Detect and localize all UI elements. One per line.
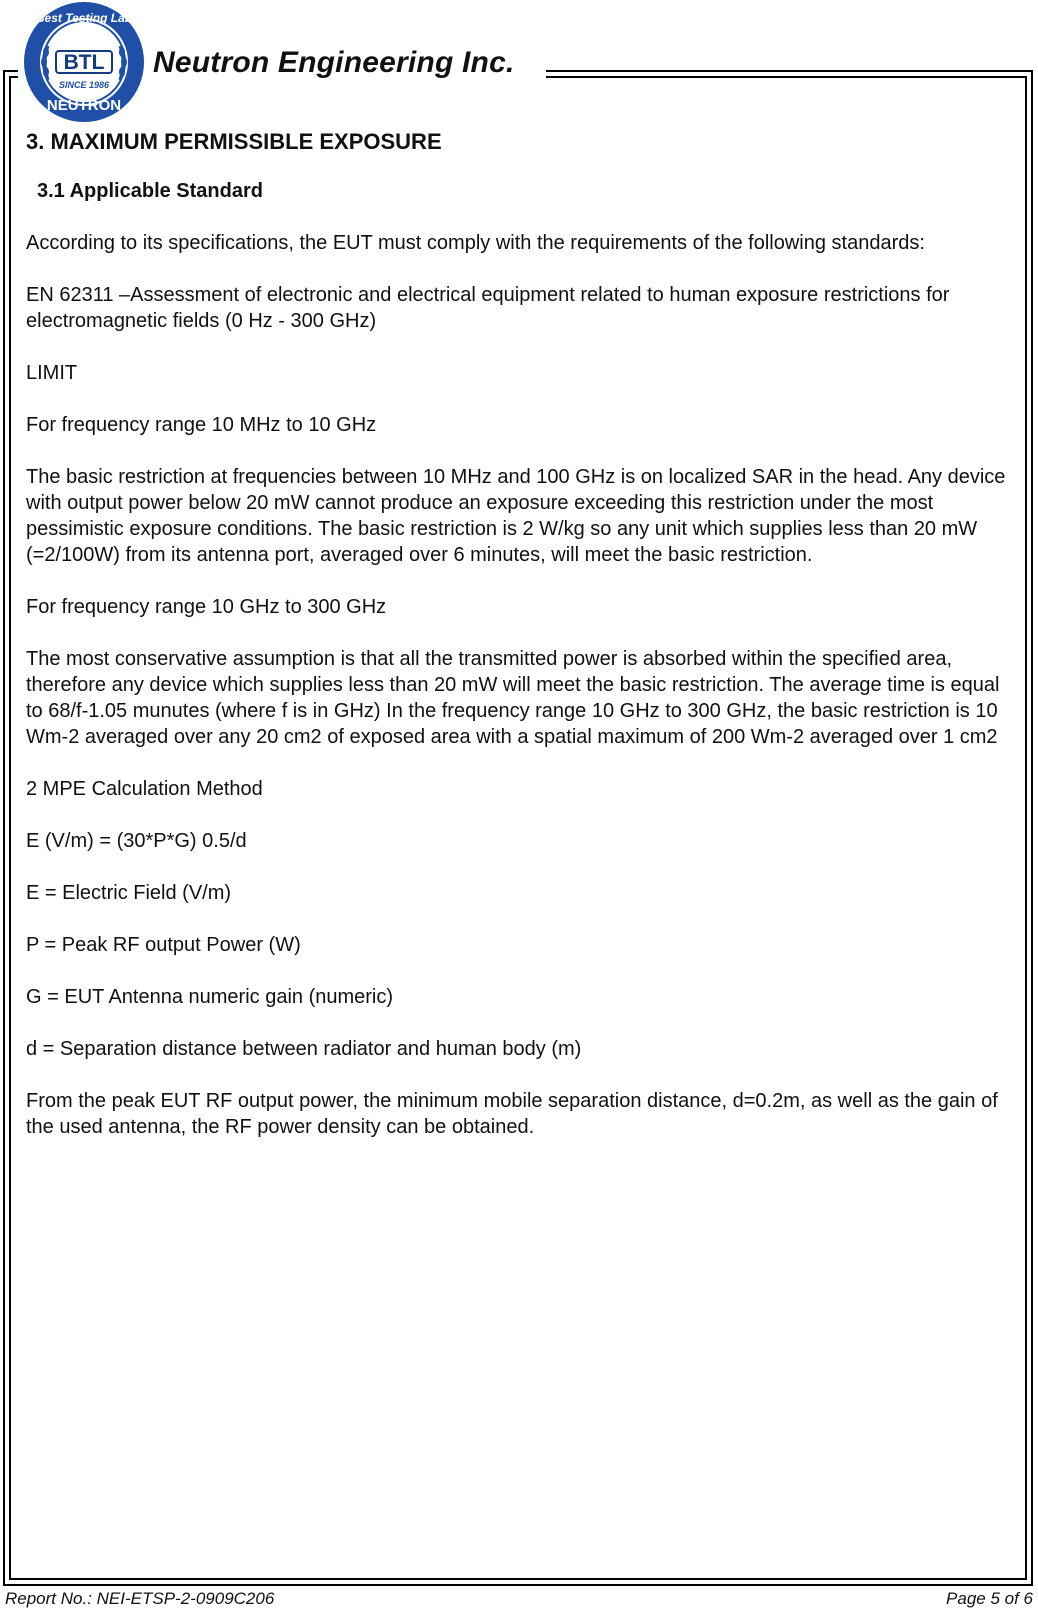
logo-bottom-text: NEUTRON bbox=[46, 97, 122, 114]
paragraph-def-p: P = Peak RF output Power (W) bbox=[26, 934, 301, 956]
paragraph-restriction-low: The basic restriction at frequencies between 10 MHz and 100 GHz is on localized SAR in the head. Any device with output power below 20 mW cannot produce an exposure exceeding this restriction under the most pessimistic exposure conditions. The basic restriction is 2 W/kg so any unit which supplies less than 20 mW (=2/100W) from its antenna port, averaged over 6 minutes, will meet the basic restriction. bbox=[26, 466, 1006, 566]
paragraph-formula: E (V/m) = (30*P*G) 0.5/d bbox=[26, 830, 247, 852]
paragraph-conclusion: From the peak EUT RF output power, the minimum mobile separation distance, d=0.2m, as well as the gain of the used antenna, the RF power density can be obtained. bbox=[26, 1090, 998, 1138]
subsection-title: 3.1 Applicable Standard bbox=[37, 180, 263, 202]
paragraph-restriction-high: The most conservative assumption is that all the transmitted power is absorbed within the specified area, therefore any device which supplies less than 20 mW will meet the basic restriction. The average time is equal to 68/f-1.05 munutes (where f is in GHz) In the frequency range 10 GHz to 300 GHz, the basic restriction is 10 Wm-2 averaged over any 20 cm2 of exposed area with a spatial maximum of 200 Wm-2 averaged over 1 cm2 bbox=[26, 648, 1000, 748]
page-number: Page 5 of 6 bbox=[946, 1589, 1033, 1608]
document-body bbox=[26, 128, 1016, 1140]
paragraph-method: 2 MPE Calculation Method bbox=[26, 778, 263, 800]
company-name: Neutron Engineering Inc. bbox=[153, 46, 515, 79]
report-number: Report No.: NEI-ETSP-2-0909C206 bbox=[5, 1589, 275, 1608]
paragraph-def-d: d = Separation distance between radiator and human body (m) bbox=[26, 1038, 582, 1060]
btl-neutron-logo bbox=[22, 0, 146, 124]
paragraph-limit: LIMIT bbox=[26, 362, 78, 384]
paragraph-def-e: E = Electric Field (V/m) bbox=[26, 882, 232, 904]
section-title: 3. MAXIMUM PERMISSIBLE EXPOSURE bbox=[26, 129, 442, 154]
paragraph-standard: EN 62311 –Assessment of electronic and electrical equipment related to human exposure restrictions for electromagnetic fields (0 Hz - 300 GHz) bbox=[26, 284, 950, 332]
logo-mark: BTL bbox=[63, 51, 105, 74]
paragraph-range-low: For frequency range 10 MHz to 10 GHz bbox=[26, 414, 377, 436]
logo-top-text: Best Testing Lab bbox=[35, 11, 133, 25]
paragraph-def-g: G = EUT Antenna numeric gain (numeric) bbox=[26, 986, 394, 1008]
paragraph-intro: According to its specifications, the EUT must comply with the requirements of the following standards: bbox=[26, 232, 925, 254]
logo-since: SINCE 1986 bbox=[58, 80, 110, 90]
paragraph-range-high: For frequency range 10 GHz to 300 GHz bbox=[26, 596, 387, 618]
